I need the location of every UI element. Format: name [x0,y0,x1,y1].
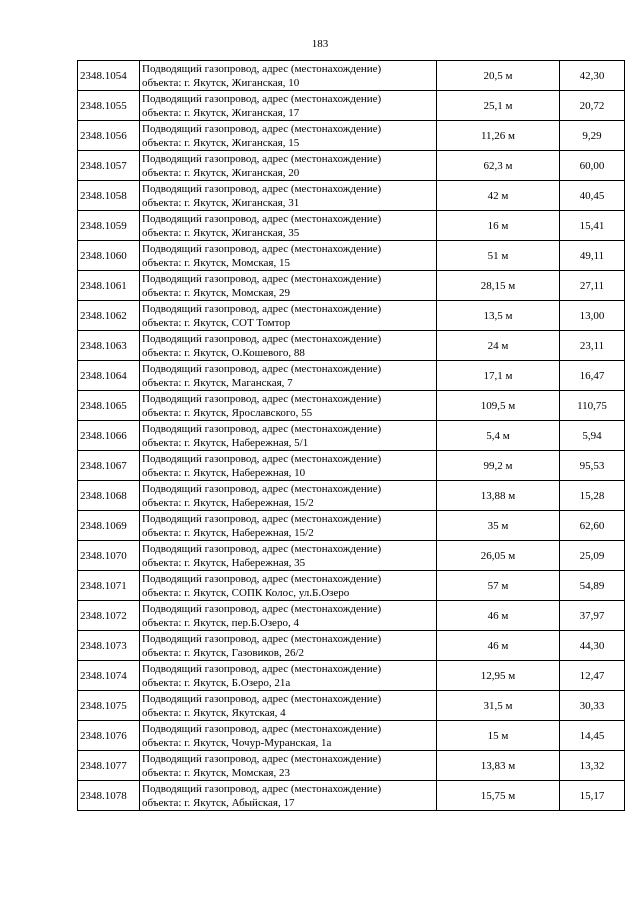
value-cell: 54,89 [560,571,625,601]
object-type-line: Подводящий газопровод, адрес (местонахождение) [142,662,382,675]
object-type-line: Подводящий газопровод, адрес (местонахождение) [142,422,382,435]
object-type-line: Подводящий газопровод, адрес (местонахождение) [142,332,382,345]
object-description-cell [140,781,437,811]
object-address-line: объекта: г. Якутск, Набережная, 10 [142,466,306,479]
object-address-line: объекта: г. Якутск, Жиганская, 17 [142,106,300,119]
object-description-cell [140,301,437,331]
registry-number-cell: 2348.1054 [78,61,140,91]
value-cell: 14,45 [560,721,625,751]
registry-number-cell: 2348.1073 [78,631,140,661]
object-type-line: Подводящий газопровод, адрес (местонахождение) [142,392,382,405]
object-address-line: объекта: г. Якутск, Набережная, 15/2 [142,496,314,509]
object-address-line: объекта: г. Якутск, Жиганская, 20 [142,166,300,179]
object-description-cell [140,421,437,451]
object-address-line: объекта: г. Якутск, СОТ Томтор [142,316,291,329]
length-cell: 31,5 м [437,691,560,721]
value-cell: 13,00 [560,301,625,331]
object-description-cell [140,691,437,721]
table-row [78,211,625,241]
length-cell: 26,05 м [437,541,560,571]
value-cell: 95,53 [560,451,625,481]
object-address-line: объекта: г. Якутск, Ярославского, 55 [142,406,313,419]
object-type-line: Подводящий газопровод, адрес (местонахождение) [142,542,382,555]
length-cell: 20,5 м [437,61,560,91]
object-description-cell [140,181,437,211]
object-description-cell [140,721,437,751]
length-cell: 28,15 м [437,271,560,301]
object-description-cell [140,361,437,391]
value-cell: 42,30 [560,61,625,91]
value-cell: 27,11 [560,271,625,301]
length-cell: 46 м [437,601,560,631]
table-row [78,421,625,451]
object-description-cell [140,571,437,601]
registry-number-cell: 2348.1069 [78,511,140,541]
page-number: 183 [311,38,329,50]
value-cell: 62,60 [560,511,625,541]
object-address-line: объекта: г. Якутск, Момская, 29 [142,286,290,299]
value-cell: 5,94 [560,421,625,451]
value-cell: 37,97 [560,601,625,631]
value-cell: 25,09 [560,541,625,571]
object-type-line: Подводящий газопровод, адрес (местонахождение) [142,272,382,285]
object-description-cell [140,511,437,541]
table-row [78,691,625,721]
registry-number-cell: 2348.1058 [78,181,140,211]
object-type-line: Подводящий газопровод, адрес (местонахождение) [142,62,382,75]
registry-number-cell: 2348.1065 [78,391,140,421]
object-address-line: объекта: г. Якутск, Маганская, 7 [142,376,293,389]
length-cell: 11,26 м [437,121,560,151]
object-address-line: объекта: г. Якутск, Б.Озеро, 21а [142,676,291,689]
length-cell: 24 м [437,331,560,361]
object-type-line: Подводящий газопровод, адрес (местонахождение) [142,602,382,615]
object-address-line: объекта: г. Якутск, Набережная, 5/1 [142,436,309,449]
object-address-line: объекта: г. Якутск, Якутская, 4 [142,706,286,719]
length-cell: 57 м [437,571,560,601]
value-cell: 44,30 [560,631,625,661]
value-cell: 16,47 [560,361,625,391]
object-type-line: Подводящий газопровод, адрес (местонахождение) [142,482,382,495]
table-row [78,571,625,601]
length-cell: 99,2 м [437,451,560,481]
registry-table [77,60,625,811]
value-cell: 15,28 [560,481,625,511]
object-type-line: Подводящий газопровод, адрес (местонахождение) [142,452,382,465]
registry-number-cell: 2348.1056 [78,121,140,151]
object-address-line: объекта: г. Якутск, Жиганская, 10 [142,76,300,89]
table-row [78,451,625,481]
object-description-cell [140,211,437,241]
registry-number-cell: 2348.1075 [78,691,140,721]
object-address-line: объекта: г. Якутск, Момская, 15 [142,256,290,269]
registry-number-cell: 2348.1057 [78,151,140,181]
value-cell: 23,11 [560,331,625,361]
object-description-cell [140,481,437,511]
table-row [78,511,625,541]
object-type-line: Подводящий газопровод, адрес (местонахождение) [142,572,382,585]
object-description-cell [140,631,437,661]
object-address-line: объекта: г. Якутск, Газовиков, 26/2 [142,646,305,659]
length-cell: 13,5 м [437,301,560,331]
length-cell: 35 м [437,511,560,541]
value-cell: 60,00 [560,151,625,181]
object-type-line: Подводящий газопровод, адрес (местонахождение) [142,182,382,195]
value-cell: 20,72 [560,91,625,121]
object-description-cell [140,91,437,121]
table-row [78,241,625,271]
object-type-line: Подводящий газопровод, адрес (местонахождение) [142,212,382,225]
object-description-cell [140,661,437,691]
table-row [78,661,625,691]
registry-number-cell: 2348.1077 [78,751,140,781]
length-cell: 109,5 м [437,391,560,421]
object-type-line: Подводящий газопровод, адрес (местонахождение) [142,362,382,375]
object-address-line: объекта: г. Якутск, Жиганская, 15 [142,136,300,149]
object-address-line: объекта: г. Якутск, Набережная, 15/2 [142,526,314,539]
value-cell: 49,11 [560,241,625,271]
table-row [78,61,625,91]
table-row [78,301,625,331]
registry-number-cell: 2348.1070 [78,541,140,571]
table-row [78,481,625,511]
value-cell: 15,41 [560,211,625,241]
object-description-cell [140,271,437,301]
value-cell: 110,75 [560,391,625,421]
length-cell: 51 м [437,241,560,271]
table-row [78,391,625,421]
object-type-line: Подводящий газопровод, адрес (местонахождение) [142,302,382,315]
registry-table-body [78,61,625,811]
object-address-line: объекта: г. Якутск, Абыйская, 17 [142,796,295,809]
object-type-line: Подводящий газопровод, адрес (местонахождение) [142,242,382,255]
object-address-line: объекта: г. Якутск, Чочур-Муранская, 1а [142,736,332,749]
table-row [78,751,625,781]
value-cell: 15,17 [560,781,625,811]
object-description-cell [140,61,437,91]
registry-number-cell: 2348.1061 [78,271,140,301]
object-type-line: Подводящий газопровод, адрес (местонахождение) [142,752,382,765]
object-type-line: Подводящий газопровод, адрес (местонахождение) [142,92,382,105]
table-row [78,181,625,211]
object-address-line: объекта: г. Якутск, Момская, 23 [142,766,290,779]
table-row [78,781,625,811]
value-cell: 30,33 [560,691,625,721]
length-cell: 62,3 м [437,151,560,181]
object-description-cell [140,451,437,481]
object-type-line: Подводящий газопровод, адрес (местонахождение) [142,722,382,735]
registry-number-cell: 2348.1076 [78,721,140,751]
registry-number-cell: 2348.1062 [78,301,140,331]
registry-number-cell: 2348.1063 [78,331,140,361]
registry-number-cell: 2348.1072 [78,601,140,631]
table-row [78,151,625,181]
object-description-cell [140,241,437,271]
object-description-cell [140,391,437,421]
value-cell: 13,32 [560,751,625,781]
registry-number-cell: 2348.1060 [78,241,140,271]
table-row [78,601,625,631]
length-cell: 16 м [437,211,560,241]
registry-number-cell: 2348.1064 [78,361,140,391]
object-address-line: объекта: г. Якутск, Жиганская, 31 [142,196,300,209]
object-description-cell [140,121,437,151]
object-type-line: Подводящий газопровод, адрес (местонахождение) [142,692,382,705]
table-row [78,361,625,391]
length-cell: 15,75 м [437,781,560,811]
object-address-line: объекта: г. Якутск, СОПК Колос, ул.Б.Озеро [142,586,350,599]
table-row [78,331,625,361]
object-description-cell [140,751,437,781]
object-type-line: Подводящий газопровод, адрес (местонахождение) [142,512,382,525]
registry-number-cell: 2348.1078 [78,781,140,811]
object-address-line: объекта: г. Якутск, пер.Б.Озеро, 4 [142,616,299,629]
table-row [78,271,625,301]
registry-number-cell: 2348.1068 [78,481,140,511]
length-cell: 15 м [437,721,560,751]
length-cell: 12,95 м [437,661,560,691]
registry-number-cell: 2348.1059 [78,211,140,241]
registry-number-cell: 2348.1074 [78,661,140,691]
object-type-line: Подводящий газопровод, адрес (местонахождение) [142,122,382,135]
object-description-cell [140,331,437,361]
length-cell: 25,1 м [437,91,560,121]
length-cell: 13,88 м [437,481,560,511]
length-cell: 5,4 м [437,421,560,451]
object-address-line: объекта: г. Якутск, Набережная, 35 [142,556,306,569]
object-address-line: объекта: г. Якутск, Жиганская, 35 [142,226,300,239]
registry-number-cell: 2348.1067 [78,451,140,481]
registry-number-cell: 2348.1055 [78,91,140,121]
value-cell: 12,47 [560,661,625,691]
object-description-cell [140,151,437,181]
object-description-cell [140,601,437,631]
registry-number-cell: 2348.1066 [78,421,140,451]
length-cell: 46 м [437,631,560,661]
length-cell: 13,83 м [437,751,560,781]
object-address-line: объекта: г. Якутск, О.Кошевого, 88 [142,346,305,359]
table-row [78,631,625,661]
value-cell: 9,29 [560,121,625,151]
object-description-cell [140,541,437,571]
table-row [78,541,625,571]
registry-number-cell: 2348.1071 [78,571,140,601]
length-cell: 17,1 м [437,361,560,391]
value-cell: 40,45 [560,181,625,211]
object-type-line: Подводящий газопровод, адрес (местонахождение) [142,152,382,165]
table-row [78,91,625,121]
table-row [78,121,625,151]
length-cell: 42 м [437,181,560,211]
table-row [78,721,625,751]
object-type-line: Подводящий газопровод, адрес (местонахождение) [142,632,382,645]
object-type-line: Подводящий газопровод, адрес (местонахождение) [142,782,382,795]
